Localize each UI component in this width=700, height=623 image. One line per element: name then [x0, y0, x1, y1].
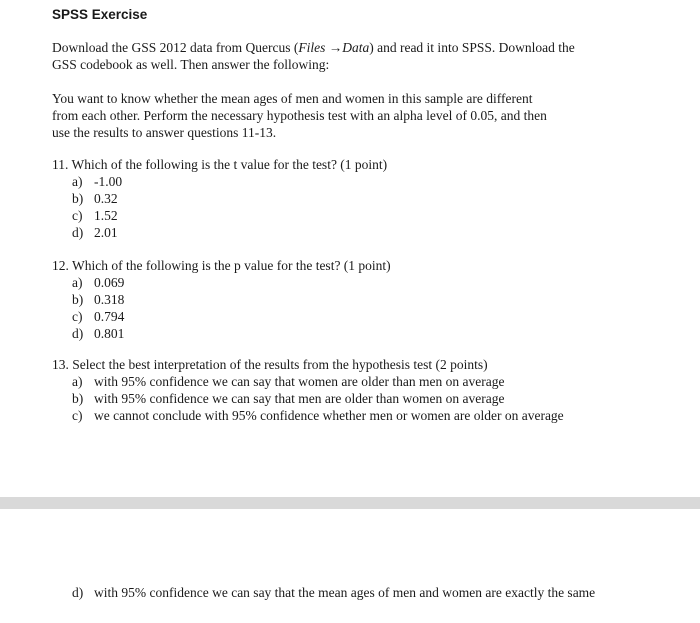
question-stem: 11. Which of the following is the t value for the test? (1 point)	[52, 157, 388, 172]
path-files: Files	[298, 40, 326, 55]
page-break-divider	[0, 497, 700, 509]
option-d: d) 2.01	[72, 225, 118, 240]
task-line-1: You want to know whether the mean ages of men and women in this sample are different	[52, 91, 533, 106]
option-list	[52, 373, 692, 424]
option-a: a) with 95% confidence we can say that women are older than men on average	[72, 374, 505, 389]
path-data: Data	[342, 40, 370, 55]
option-list	[52, 173, 692, 241]
option-a: a) 0.069	[72, 275, 125, 290]
option-d: d) 0.801	[72, 326, 125, 341]
question-stem: 13. Select the best interpretation of the results from the hypothesis test (2 points)	[52, 357, 488, 372]
arrow-right-icon: →	[328, 40, 343, 55]
option-c: c) 1.52	[72, 208, 118, 223]
question-12	[52, 257, 692, 342]
option-c: c) 0.794	[72, 309, 125, 324]
option-b: b) 0.32	[72, 191, 118, 206]
option-c: c) we cannot conclude with 95% confidence whether men or women are older on average	[72, 408, 564, 423]
intro-line-1: Download the GSS 2012 data from Quercus (Files →Data) and read it into SPSS. Download the	[52, 40, 575, 55]
question-13	[52, 356, 692, 424]
question-stem: 12. Which of the following is the p value for the test? (1 point)	[52, 258, 391, 273]
option-b: b) 0.318	[72, 292, 125, 307]
task-paragraph	[52, 90, 652, 141]
option-list	[52, 274, 692, 342]
option-b: b) with 95% confidence we can say that men are older than women on average	[72, 391, 505, 406]
option-d-continued: d) with 95% confidence we can say that the mean ages of men and women are exactly the same	[72, 585, 596, 600]
intro-paragraph	[52, 39, 652, 73]
task-line-3: use the results to answer questions 11-13.	[52, 125, 277, 140]
option-a: a) -1.00	[72, 174, 123, 189]
task-line-2: from each other. Perform the necessary hypothesis test with an alpha level of 0.05, and then	[52, 108, 547, 123]
intro-line-2: GSS codebook as well. Then answer the following:	[52, 57, 330, 72]
question-11	[52, 156, 692, 241]
page-title: SPSS Exercise	[52, 7, 148, 22]
